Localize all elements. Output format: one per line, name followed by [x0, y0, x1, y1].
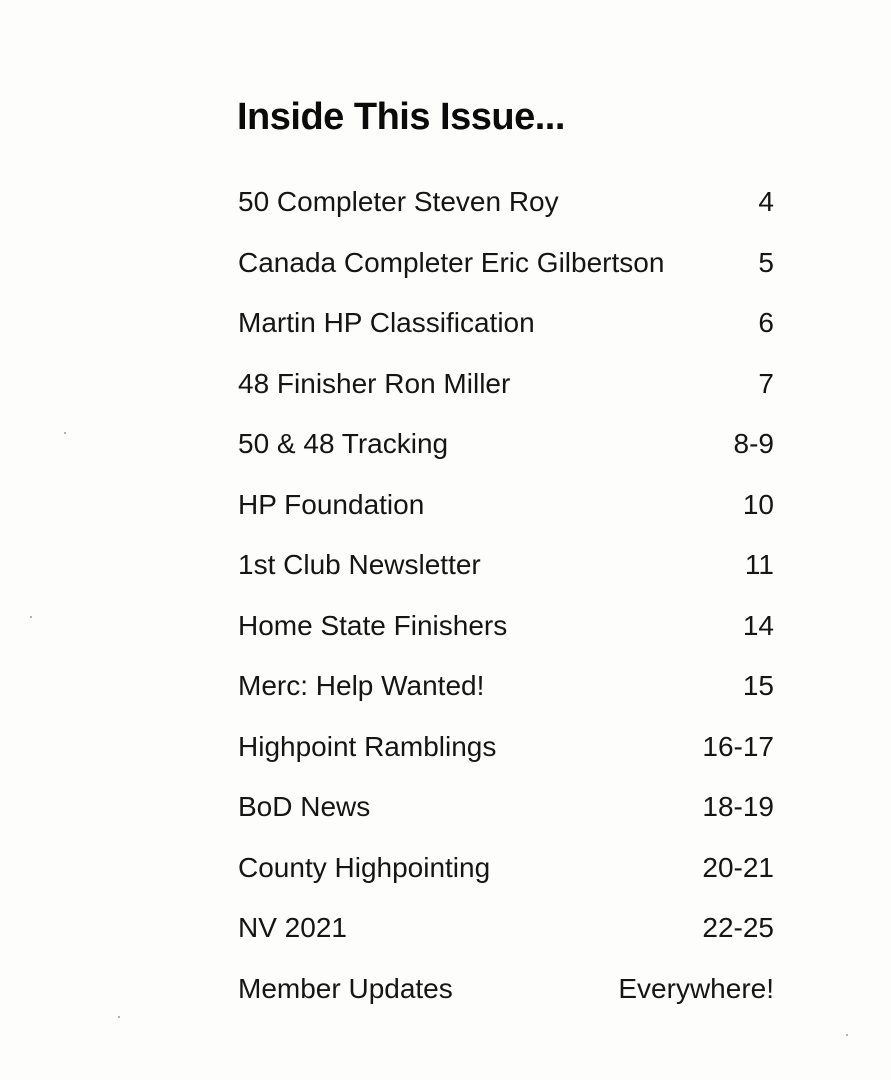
- table-of-contents: [238, 183, 774, 1030]
- toc-entry: [238, 425, 774, 486]
- toc-entry: [238, 788, 774, 849]
- toc-entry-page: 6: [758, 307, 774, 338]
- scan-speck: [30, 616, 32, 618]
- toc-entry: [238, 607, 774, 668]
- toc-entry: [238, 365, 774, 426]
- toc-entry-title: Home State Finishers: [238, 609, 508, 641]
- toc-entry-title: Merc: Help Wanted!: [238, 670, 485, 701]
- toc-entry-title: Martin HP Classification: [238, 307, 535, 338]
- toc-entry-page: 15: [742, 670, 774, 701]
- toc-entry-title: Canada Completer Eric Gilbertson: [238, 246, 665, 278]
- toc-entry-page: 20-21: [702, 851, 774, 883]
- toc-entry-page: 7: [758, 367, 774, 399]
- toc-entry-page: 8-9: [733, 428, 774, 459]
- toc-entry-title: 50 Completer Steven Roy: [238, 186, 559, 217]
- toc-entry-page: 16-17: [702, 730, 774, 762]
- toc-entry-page: 11: [744, 549, 774, 580]
- toc-entry-title: County Highpointing: [238, 851, 491, 883]
- toc-entry: [238, 183, 774, 244]
- toc-entry-title: NV 2021: [238, 912, 347, 943]
- toc-entry: [238, 304, 774, 365]
- toc-entry-page: 14: [742, 609, 774, 641]
- toc-entry-page: 22-25: [702, 912, 774, 943]
- toc-entry-title: BoD News: [238, 791, 371, 822]
- toc-entry-title: 48 Finisher Ron Miller: [238, 367, 511, 399]
- toc-entry: [238, 546, 774, 607]
- page-title: Inside This Issue...: [237, 96, 565, 138]
- toc-entry: [238, 486, 774, 547]
- toc-entry-page: 5: [758, 246, 774, 278]
- scan-speck: [118, 1016, 120, 1018]
- toc-entry-page: 4: [758, 186, 774, 217]
- scan-speck: [846, 1034, 848, 1036]
- toc-entry: [238, 728, 774, 789]
- toc-entry-title: Highpoint Ramblings: [238, 730, 497, 762]
- toc-entry-title: Member Updates: [238, 972, 453, 1004]
- toc-entry-title: 50 & 48 Tracking: [238, 428, 449, 459]
- toc-entry-title: HP Foundation: [238, 488, 425, 520]
- toc-entry-title: 1st Club Newsletter: [238, 549, 481, 580]
- scan-speck: [64, 432, 66, 434]
- toc-entry: [238, 244, 774, 305]
- toc-entry: [238, 970, 774, 1031]
- toc-entry: [238, 667, 774, 728]
- toc-entry-page: Everywhere!: [618, 972, 774, 1004]
- toc-entry: [238, 849, 774, 910]
- toc-entry: [238, 909, 774, 970]
- toc-entry-page: 10: [742, 488, 774, 520]
- toc-entry-page: 18-19: [702, 791, 774, 822]
